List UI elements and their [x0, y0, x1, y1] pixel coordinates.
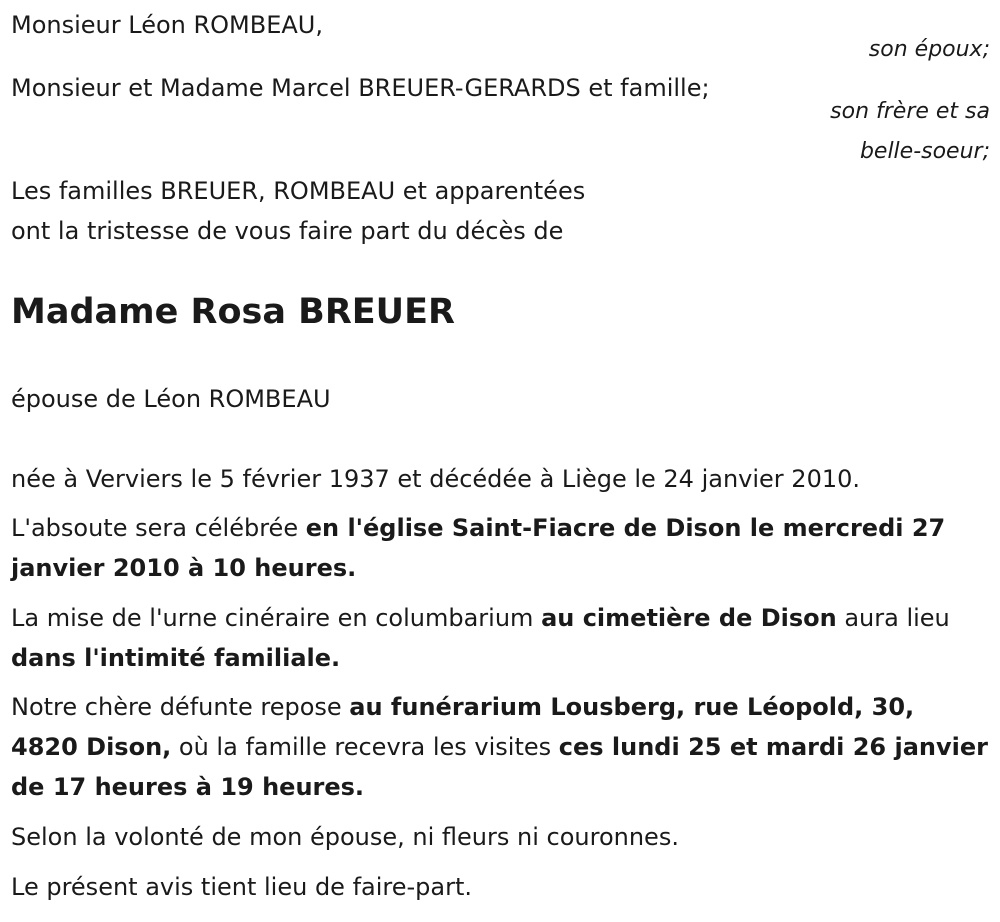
- urne-intimacy: dans l'intimité familiale.: [11, 644, 341, 672]
- absoute-paragraph: [11, 508, 989, 588]
- families-line-2: ont la tristesse de vous faire part du décès de: [11, 217, 564, 245]
- deceased-name: Madame Rosa BREUER: [11, 292, 455, 332]
- urne-middle: aura lieu: [836, 604, 950, 632]
- urne-location: au cimetière de Dison: [541, 604, 837, 632]
- repose-paragraph: [11, 687, 989, 807]
- siblings-relation-line2: belle-soeur;: [859, 139, 990, 164]
- birth-death-line: née à Verviers le 5 février 1937 et décédée à Liège le 24 janvier 2010.: [11, 465, 860, 493]
- urne-prefix: La mise de l'urne cinéraire en columbarium: [11, 604, 542, 632]
- absoute-prefix: L'absoute sera célébrée: [11, 514, 306, 542]
- notice-line: Le présent avis tient lieu de faire-part.: [11, 873, 473, 901]
- husband-relation: son époux;: [868, 37, 990, 62]
- husband-name: Monsieur Léon ROMBEAU,: [11, 11, 323, 39]
- siblings-name: Monsieur et Madame Marcel BREUER-GERARDS et famille;: [11, 74, 710, 102]
- repose-prefix: Notre chère défunte repose: [11, 693, 350, 721]
- flowers-line: Selon la volonté de mon épouse, ni fleurs ni couronnes.: [11, 823, 679, 851]
- absoute-details: en l'église Saint-Fiacre de Dison le mercredi 27 janvier 2010 à 10 heures.: [11, 514, 946, 582]
- families-line-1: Les familles BREUER, ROMBEAU et apparentées: [11, 177, 586, 205]
- repose-middle: où la famille recevra les visites: [171, 733, 559, 761]
- repose-location: au funérarium Lousberg, rue Léopold, 30, 4820 Dison,: [11, 693, 915, 761]
- spouse-line: épouse de Léon ROMBEAU: [11, 385, 331, 413]
- urne-paragraph: [11, 598, 989, 678]
- repose-visiting-hours: ces lundi 25 et mardi 26 janvier de 17 heures à 19 heures.: [11, 733, 988, 801]
- siblings-relation-line1: son frère et sa: [830, 99, 990, 124]
